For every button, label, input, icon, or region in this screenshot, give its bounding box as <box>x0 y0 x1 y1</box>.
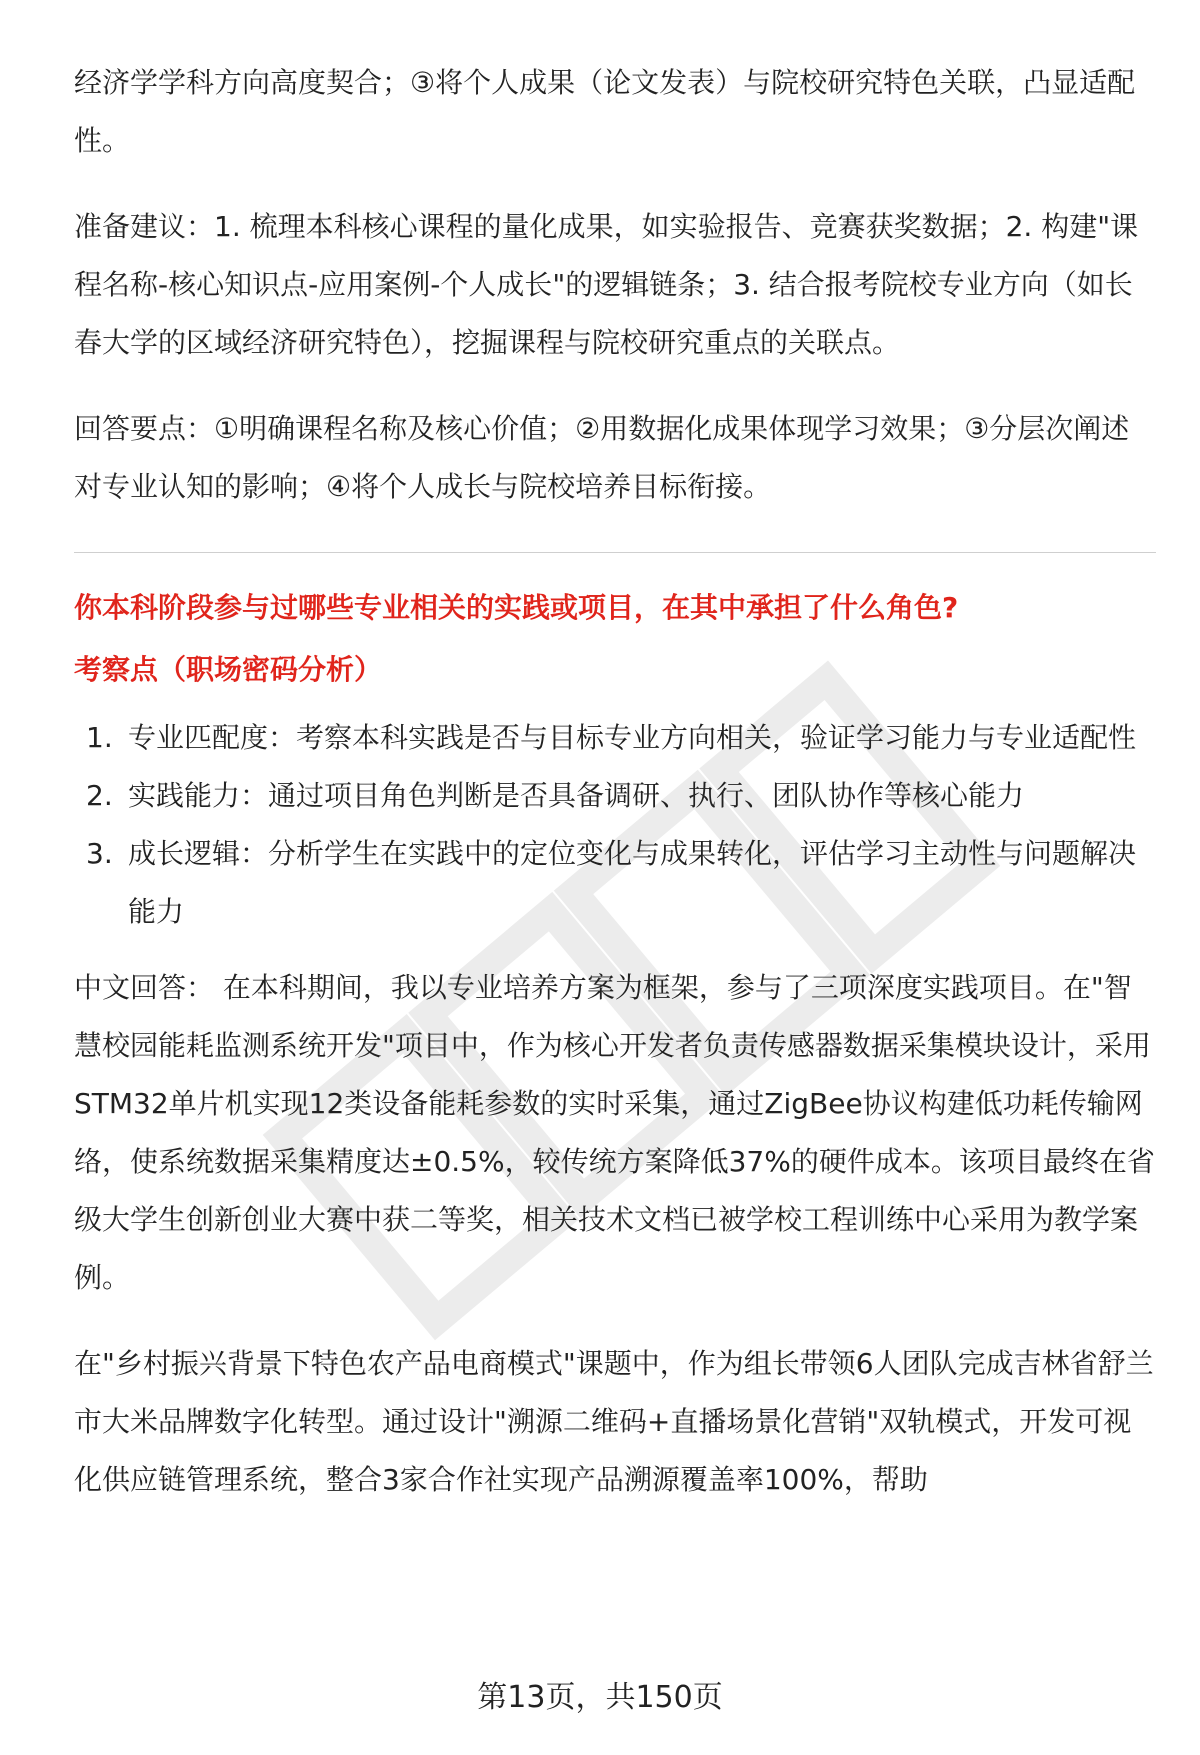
assessment-heading: 考察点（职场密码分析） <box>74 653 383 686</box>
list-item-number: 2. <box>86 779 113 812</box>
list-item-text: 成长逻辑：分析学生在实践中的定位变化与成果转化，评估学习主动性与问题解决能力 <box>128 837 1137 928</box>
list-item-text: 专业匹配度：考察本科实践是否与目标专业方向相关，验证学习能力与专业适配性 <box>128 721 1137 754</box>
list-item-number: 1. <box>86 721 113 754</box>
document-page <box>74 54 1156 1509</box>
paragraph-answer-1: 中文回答： 在本科期间，我以专业培养方案为框架，参与了三项深度实践项目。在"智慧校园能耗监测系统开发"项目中，作为核心开发者负责传感器数据采集模块设计，采用STM32单片机实现12类设备能耗参数的实时采集，通过ZigBee协议构建低功耗传输网络，使系统数据采集精度达±0.5%，较传统方案降低37%的硬件成本。该项目最终在省级大学生创新创业大赛中获二等奖，相关技术文档已被学校工程训练中心采用为教学案例。 <box>74 971 1155 1294</box>
paragraph-intro: 经济学学科方向高度契合；③将个人成果（论文发表）与院校研究特色关联，凸显适配性。 <box>74 66 1136 157</box>
list-item <box>74 767 1156 825</box>
page-footer: 第13页，共150页 <box>477 1680 723 1715</box>
paragraph-answer-points: 回答要点：①明确课程名称及核心价值；②用数据化成果体现学习效果；③分层次阐述对专业认知的影响；④将个人成长与院校培养目标衔接。 <box>74 412 1130 503</box>
paragraph-preparation: 准备建议：1. 梳理本科核心课程的量化成果，如实验报告、竞赛获奖数据；2. 构建"课程名称-核心知识点-应用案例-个人成长"的逻辑链条；3. 结合报考院校专业方向（如长春大学的区域经济研究特色），挖掘课程与院校研究重点的关联点。 <box>74 210 1139 359</box>
list-item-number: 3. <box>86 837 113 870</box>
section-divider <box>74 552 1156 553</box>
list-item <box>74 709 1156 767</box>
list-item <box>74 825 1156 941</box>
list-item-text: 实践能力：通过项目角色判断是否具备调研、执行、团队协作等核心能力 <box>128 779 1025 812</box>
assessment-points-list <box>74 709 1156 941</box>
question-heading: 你本科阶段参与过哪些专业相关的实践或项目，在其中承担了什么角色? <box>74 591 959 624</box>
paragraph-answer-2: 在"乡村振兴背景下特色农产品电商模式"课题中，作为组长带领6人团队完成吉林省舒兰市大米品牌数字化转型。通过设计"溯源二维码+直播场景化营销"双轨模式，开发可视化供应链管理系统，整合3家合作社实现产品溯源覆盖率100%，帮助 <box>74 1347 1154 1496</box>
